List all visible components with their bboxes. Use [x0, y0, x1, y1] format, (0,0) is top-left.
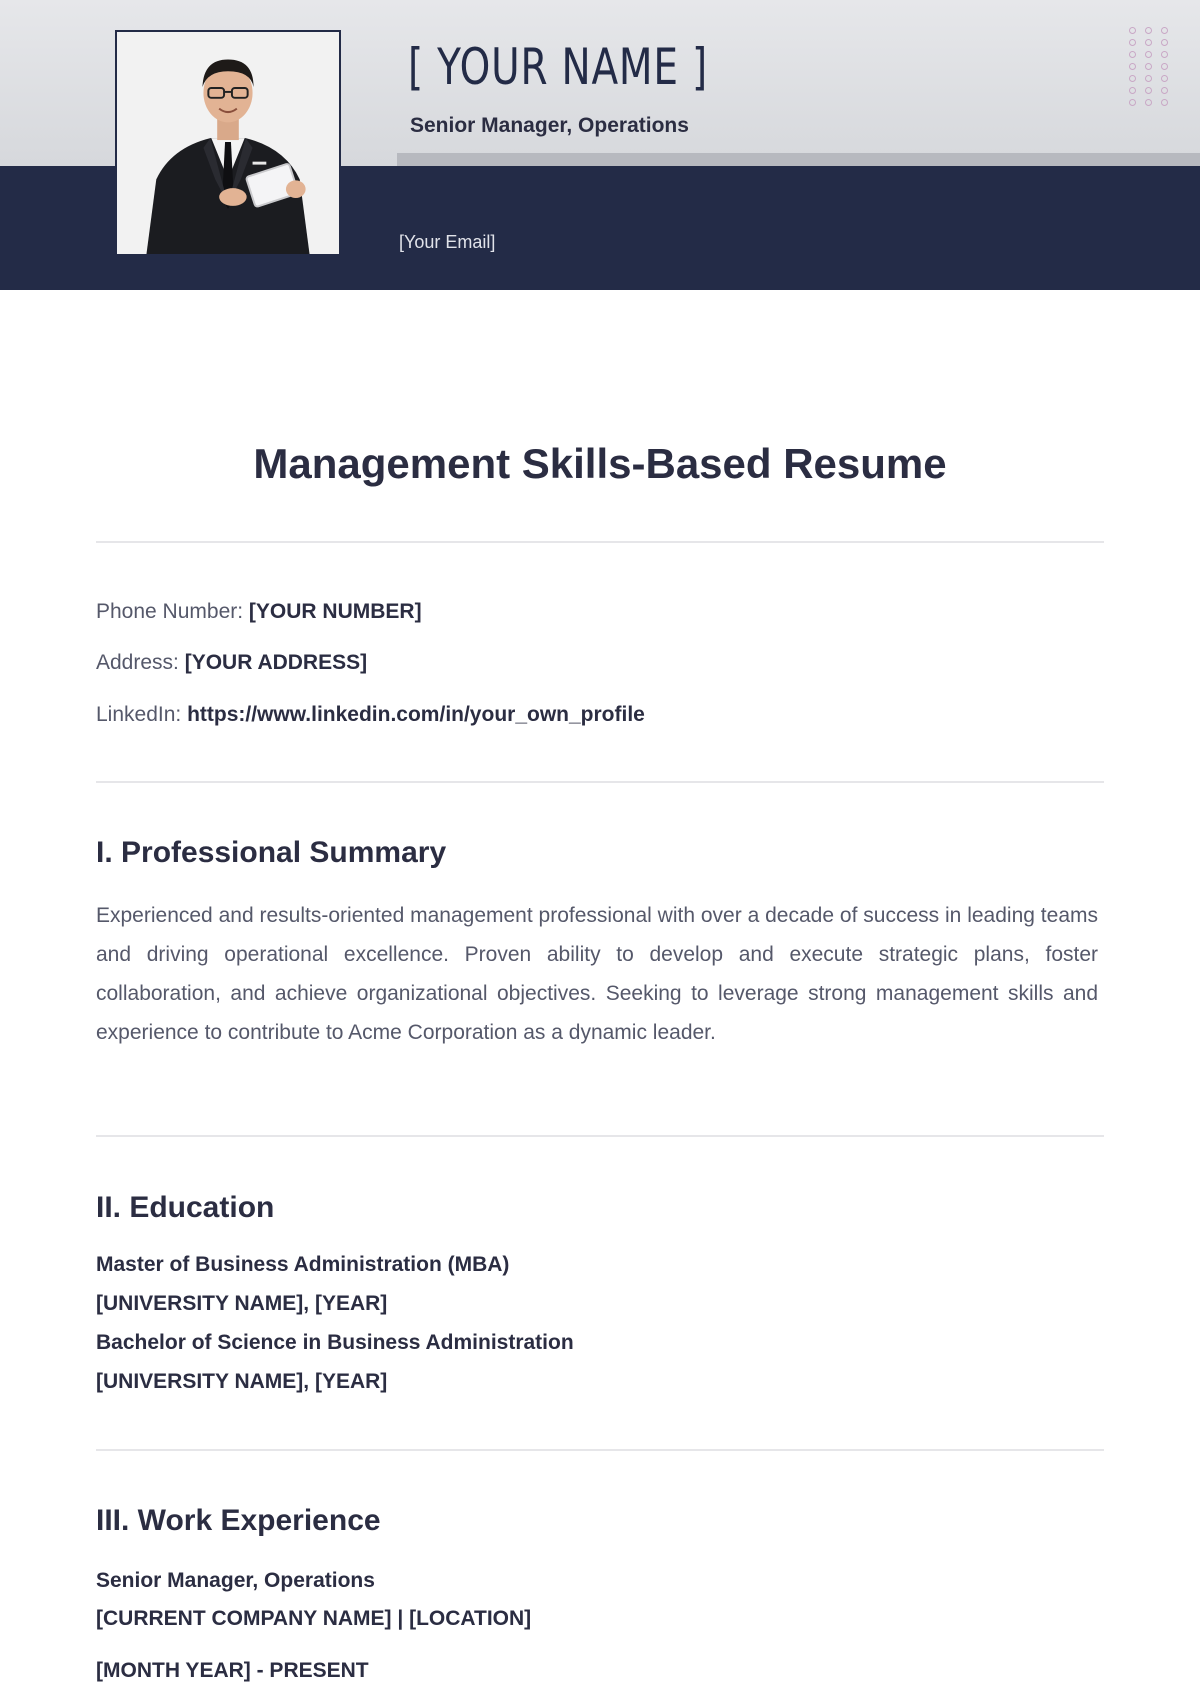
contact-linkedin: [96, 703, 645, 727]
section-heading-education: II. Education: [96, 1191, 275, 1224]
decorative-dot-grid: [1129, 27, 1170, 106]
profile-photo: [115, 30, 341, 256]
candidate-email: [Your Email]: [399, 232, 496, 252]
section-heading-summary: I. Professional Summary: [96, 836, 447, 869]
contact-phone: [96, 600, 422, 624]
experience-company: [CURRENT COMPANY NAME] | [LOCATION]: [96, 1607, 532, 1630]
section-heading-experience: III. Work Experience: [96, 1504, 381, 1537]
experience-role: Senior Manager, Operations: [96, 1569, 375, 1592]
divider: [96, 781, 1104, 783]
divider: [96, 1449, 1104, 1451]
contact-address-value: [YOUR ADDRESS]: [184, 651, 368, 674]
contact-address: [96, 651, 367, 675]
candidate-name: [ YOUR NAME ]: [408, 38, 708, 96]
experience-dates: [MONTH YEAR] - PRESENT: [96, 1659, 369, 1682]
resume-header: [0, 0, 1200, 290]
header-divider: [397, 153, 1200, 166]
candidate-job-title: Senior Manager, Operations: [410, 114, 689, 137]
contact-address-label: Address:: [96, 651, 185, 674]
contact-linkedin-label: LinkedIn:: [96, 703, 188, 726]
contact-phone-label: Phone Number:: [96, 600, 249, 623]
document-title: Management Skills-Based Resume: [253, 440, 947, 487]
education-school: [UNIVERSITY NAME], [YEAR]: [96, 1292, 388, 1315]
education-degree: Bachelor of Science in Business Administration: [96, 1331, 574, 1354]
divider: [96, 1135, 1104, 1137]
contact-phone-value: [YOUR NUMBER]: [248, 600, 422, 623]
education-school: [UNIVERSITY NAME], [YEAR]: [96, 1370, 388, 1393]
divider: [96, 541, 1104, 543]
professional-summary-text: Experienced and results-oriented management professional with over a decade of success in leading teams and driving operational excellence. Proven ability to develop and execute strategic plans, foster collaboration, and achieve organizational objectives. Seeking to leverage strong management skills and experience to contribute to Acme Corporation as a dynamic leader.: [96, 904, 1098, 1044]
contact-linkedin-link[interactable]: https://www.linkedin.com/in/your_own_profile: [187, 703, 645, 726]
education-degree: Master of Business Administration (MBA): [96, 1253, 510, 1276]
profile-photo-illustration: [117, 32, 339, 254]
